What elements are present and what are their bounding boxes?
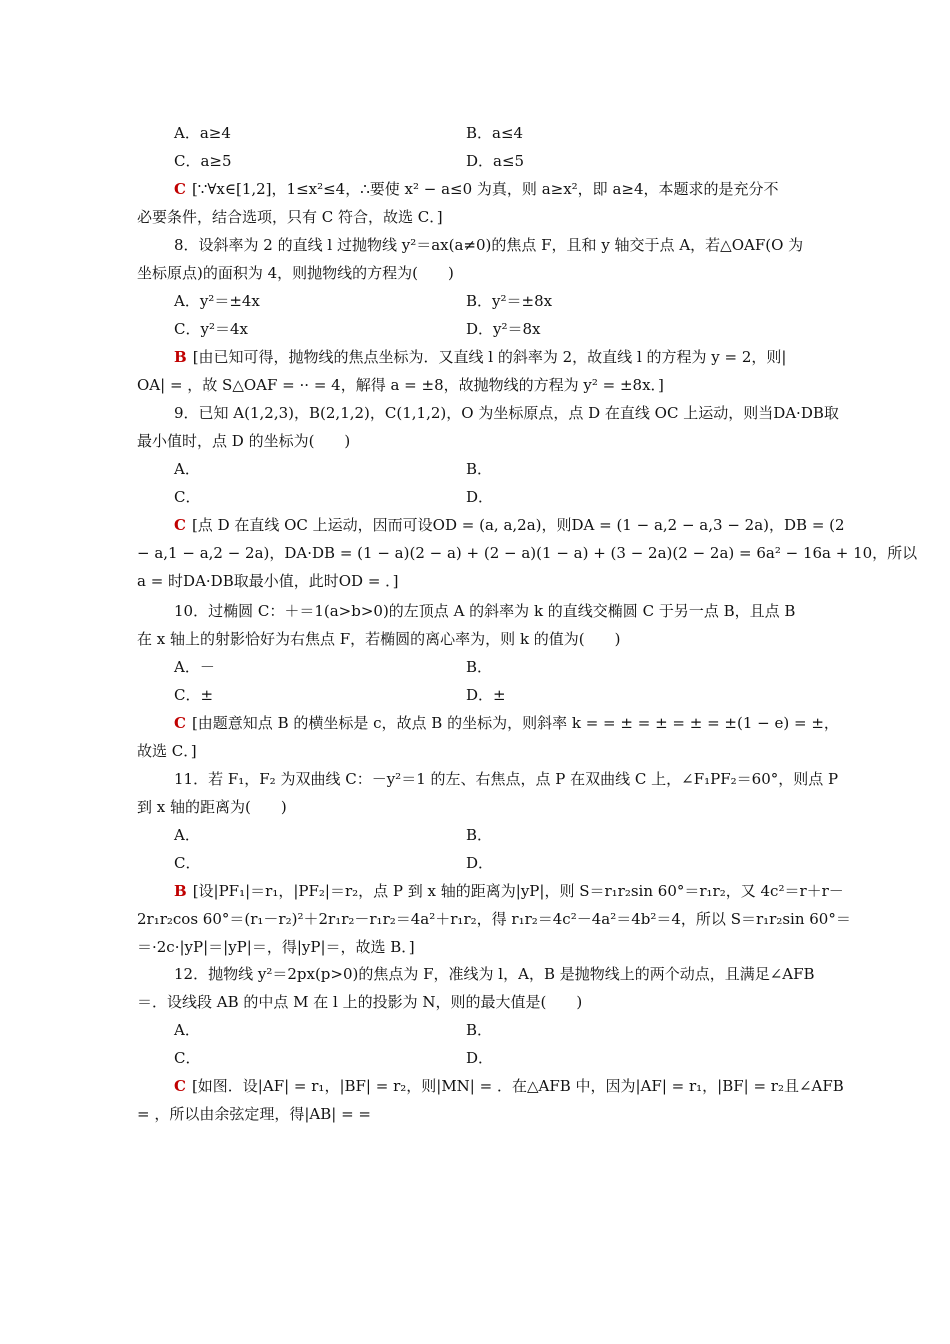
q11-option-b: B． [466,826,493,844]
q11-solution-line3: ＝·2c·|yP|＝|yP|＝，得|yP|＝，故选 B．] [137,938,415,956]
q10-option-d: D．± [466,686,506,704]
q11-solution-line2: 2r₁r₂cos 60°＝(r₁－r₂)²＋2r₁r₂－r₁r₂＝4a²＋r₁r₂，得 r₁r₂＝4c²－4a²＝4b²＝4，所以 S＝r₁r₂sin 60°＝ [137,910,851,928]
q11-stem-line2: 到 x 轴的距离为( ) [137,798,287,816]
q10-solution [174,711,839,735]
q8-solution-line1: [由已知可得，抛物线的焦点坐标为．又直线 l 的斜率为 2，故直线 l 的方程为 y = 2，则| [192,348,787,366]
q8-stem-line2: 坐标原点)的面积为 4，则抛物线的方程为( ) [137,264,454,282]
q9-answer-letter: C [174,516,186,534]
q9-solution [174,513,845,537]
q10-stem-line2: 在 x 轴上的射影恰好为右焦点 F，若椭圆的离心率为，则 k 的值为( ) [137,630,621,648]
q10-option-b: B． [466,658,493,676]
q9-option-c: C． [174,488,201,506]
q11-solution-line1: [设|PF₁|＝r₁，|PF₂|＝r₂，点 P 到 x 轴的距离为|yP|，则 S＝r₁r₂sin 60°＝r₁r₂，又 4c²＝r＋r－ [192,882,844,900]
q8-solution-line2: OA| = ，故 S△OAF = ·· = 4，解得 a = ±8，故抛物线的方程为 y² = ±8x．] [137,376,664,394]
q11-option-c: C． [174,854,201,872]
q11-option-d: D． [466,854,494,872]
q8-option-c: C．y²＝4x [174,320,248,338]
q12-solution [174,1074,844,1098]
q12-option-b: B． [466,1021,493,1039]
q12-option-c: C． [174,1049,201,1067]
q10-answer-letter: C [174,714,186,732]
q8-answer-letter: B [174,348,187,366]
q12-option-a: A． [174,1021,200,1039]
q10-stem-line1: 10．过椭圆 C：＋＝1(a>b>0)的左顶点 A 的斜率为 k 的直线交椭圆 C 于另一点 B，且点 B [174,602,796,620]
q7-option-b: B．a≤4 [466,124,524,142]
q7-answer-letter: C [174,180,186,198]
q9-solution-line2: − a,1 − a,2 − 2a)，DA·DB = (1 − a)(2 − a) + (2 − a)(1 − a) + (3 − 2a)(2 − 2a) = 6a² − 16a + 10，所以 [137,544,918,562]
q9-solution-line1: [点 D 在直线 OC 上运动，因而可设OD = (a, a,2a)，则DA = (1 − a,2 − a,3 − 2a)，DB = (2 [191,516,845,534]
q7-solution [174,177,817,201]
q10-option-a: A．－ [174,658,215,676]
q10-option-c: C．± [174,686,214,704]
q8-stem-line1: 8．设斜率为 2 的直线 l 过抛物线 y²＝ax(a≠0)的焦点 F，且和 y 轴交于点 A，若△OAF(O 为 [174,236,804,254]
q10-solution-line1: [由题意知点 B 的横坐标是 c，故点 B 的坐标为，则斜率 k = = ± = ± = ± = ±(1 − e) = ±， [191,714,839,732]
q11-stem-line1: 11．若 F₁，F₂ 为双曲线 C：－y²＝1 的左、右焦点，点 P 在双曲线 C 上，∠F₁PF₂＝60°，则点 P [174,770,839,788]
q12-solution-line2: = ，所以由余弦定理，得|AB| = = [137,1105,371,1123]
q10-solution-line2: 故选 C．] [137,742,197,760]
q12-stem-line1: 12．抛物线 y²＝2px(p>0)的焦点为 F，准线为 l，A，B 是抛物线上的两个动点，且满足∠AFB [174,965,815,983]
q11-answer-letter: B [174,882,187,900]
q12-answer-letter: C [174,1077,186,1095]
q7-option-a: A．a≥4 [174,124,231,142]
q9-option-b: B． [466,460,493,478]
q12-option-d: D． [466,1049,494,1067]
q8-solution [174,345,817,369]
q9-option-d: D． [466,488,494,506]
q7-option-d: D．a≤5 [466,152,525,170]
q12-solution-line1: [如图．设|AF| = r₁，|BF| = r₂，则|MN| = ．在△AFB 中，因为|AF| = r₁，|BF| = r₂且∠AFB [191,1077,844,1095]
q8-option-d: D．y²＝8x [466,320,541,338]
q9-option-a: A． [174,460,200,478]
q9-stem-line2: 最小值时，点 D 的坐标为( ) [137,432,351,450]
q12-stem-line2: ＝．设线段 AB 的中点 M 在 l 上的投影为 N，则的最大值是( ) [137,993,583,1011]
q8-option-a: A．y²＝±4x [174,292,260,310]
q8-option-b: B．y²＝±8x [466,292,553,310]
q9-solution-line3: a = 时DA·DB取最小值，此时OD = ．] [137,572,399,590]
q11-solution [174,879,844,903]
q7-solution-line2: 必要条件，结合选项，只有 C 符合，故选 C．] [137,208,443,226]
q9-stem-line1: 9．已知 A(1,2,3)，B(2,1,2)，C(1,1,2)，O 为坐标原点，点 D 在直线 OC 上运动，则当DA·DB取 [174,404,839,422]
q7-solution-line1: [∵∀x∈[1,2]，1≤x²≤4，∴要使 x² − a≤0 为真，则 a≥x²，即 a≥4，本题求的是充分不 [191,180,779,198]
q11-option-a: A． [174,826,200,844]
q7-option-c: C．a≥5 [174,152,232,170]
